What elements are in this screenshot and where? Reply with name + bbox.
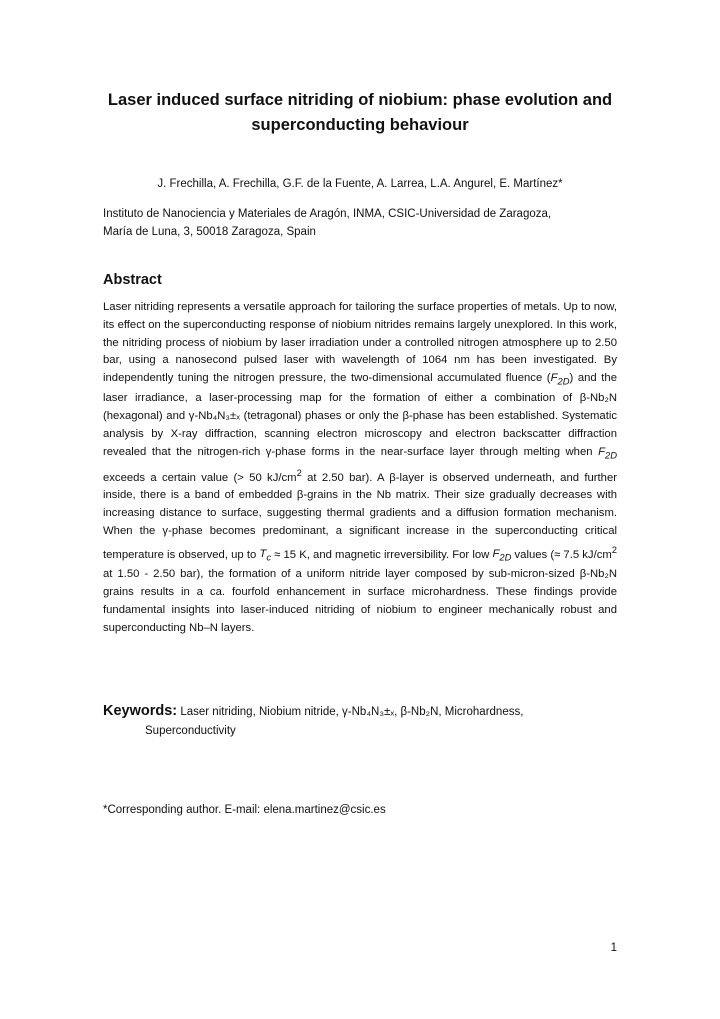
affiliation: [103, 205, 617, 241]
abstract-text-6: values (≈ 7.5 kJ/cm: [511, 548, 612, 561]
fluence-symbol: $F_{2D}$: [492, 548, 512, 563]
fluence-symbol: $F_{2D}$: [550, 372, 570, 387]
affiliation-line-2: María de Luna, 3, 50018 Zaragoza, Spain: [103, 226, 316, 238]
superscript-2: 2: [296, 466, 302, 478]
abstract-text-5: ≈ 15 K, and magnetic irreversibility. For low: [271, 548, 493, 561]
title-line-1: Laser induced surface nitriding of niobium: phase evolution and: [107, 91, 613, 109]
affiliation-line-1: Instituto de Nanociencia y Materiales de Aragón, INMA, CSIC-Universidad de Zaragoza,: [103, 208, 552, 220]
title-line-2: superconducting behaviour: [251, 116, 469, 134]
author-list: J. Frechilla, A. Frechilla, G.F. de la Fuente, A. Larrea, L.A. Angurel, E. Martínez*: [157, 178, 563, 190]
abstract-text-3: exceeds a certain value (> 50 kJ/cm: [103, 471, 297, 484]
abstract-body: [103, 299, 617, 638]
abstract-text-2: ) and the laser irradiance, a laser-processing map for the formation of either a combination of β-Nb₂N (hexagonal) and γ-Nb₄N₃±ₓ (tetragonal) phases or only the β-phase has been established. Systematic analysis by X-ray diffraction, scanning electron microscopy and electron backscatter diffraction revealed that the nitrogen-rich γ-phase forms in the near-surface layer through melting when: [103, 372, 617, 458]
abstract-heading: Abstract: [103, 272, 162, 288]
keywords-label: Keywords:: [103, 703, 178, 719]
fluence-symbol: $F_{2D}$: [598, 445, 617, 460]
tc-symbol: $T_c$: [259, 548, 272, 563]
abstract-text-4: at 2.50 bar). A β-layer is observed underneath, and further inside, there is a band of embedded β-grains in the Nb matrix. Their size gradually decreases with increasing distance to surface, suggesting thermal gradients and a diffusion formation mechanism. When the γ-phase becomes predominant, a significant increase in the superconducting critical temperature is observed, up to: [103, 471, 617, 561]
corresponding-author-note: *Corresponding author. E-mail: elena.martinez@csic.es: [103, 804, 386, 816]
superscript-2: 2: [611, 543, 618, 555]
paper-title: [90, 88, 630, 138]
abstract-text-7: at 1.50 - 2.50 bar), the formation of a uniform nitride layer composed by sub-micron-sized β-Nb₂N grains results in a ca. fourfold enhancement in surface microhardness. These findings provide fundamental insights into laser-induced nitriding of niobium to engineer mechanically robust and superconducting Nb–N layers.: [103, 568, 617, 634]
keywords-list-continued: Superconductivity: [145, 725, 236, 737]
keywords-block: [103, 702, 617, 741]
page-number: 1: [610, 942, 617, 954]
abstract-text-1: Laser nitriding represents a versatile approach for tailoring the surface properties of metals. Up to now, its effect on the superconducting response of niobium nitrides remains largely unexplored. In this work, the nitriding process of niobium by laser irradiation under a controlled nitrogen atmosphere up to 2.50 bar, using a nanosecond pulsed laser with wavelength of 1064 nm has been investigated. By independently tuning the nitrogen pressure, the two-dimensional accumulated fluence (: [103, 301, 617, 385]
keywords-list: Laser nitriding, Niobium nitride, γ-Nb₄N₃±ₓ, β-Nb₂N, Microhardness,: [177, 706, 524, 718]
